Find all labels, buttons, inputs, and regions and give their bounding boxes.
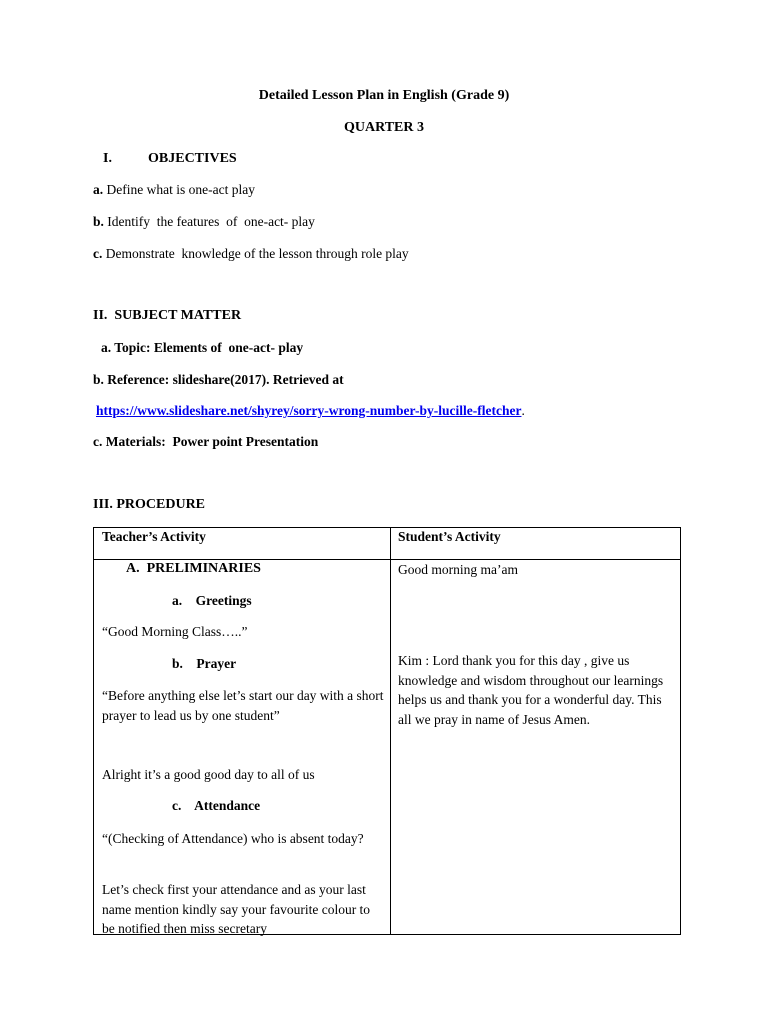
teacher-column-header: Teacher’s Activity (102, 529, 206, 544)
table-column-divider (390, 527, 391, 935)
student-column-header: Student’s Activity (398, 529, 501, 544)
materials-line: c. Materials: Power point Presentation (93, 434, 319, 449)
prayer-reply: Kim : Lord thank you for this day , give us knowledge and wisdom throughout our learnings helps us and thank you for a wonderful day. This all we pray in name of Jesus Amen. (398, 653, 664, 727)
objective-letter: b. (93, 214, 104, 229)
topic-line: a. Topic: Elements of one-act- play (101, 340, 304, 355)
procedure-table (93, 527, 681, 935)
objective-text: Define what is one-act play (106, 182, 255, 197)
prayer-text: “Before anything else let’s start our day with a short prayer to lead us by one student” (102, 688, 384, 723)
greeting-reply: Good morning ma’am (398, 562, 518, 577)
reference-link-line (96, 403, 525, 419)
table-header-divider (93, 559, 681, 560)
objectives-heading: OBJECTIVES (148, 151, 237, 166)
preliminaries-heading: A. PRELIMINARIES (126, 561, 261, 576)
attendance-check-text: Let’s check first your attendance and as your last name mention kindly say your favourite colour to be notified then miss secretary (102, 882, 371, 936)
quarter-heading: QUARTER 3 (343, 120, 424, 135)
procedure-heading: III. PROCEDURE (93, 497, 206, 512)
objectives-numeral: I. (103, 151, 112, 166)
subject-matter-heading: II. SUBJECT MATTER (93, 308, 242, 323)
attendance-label: c. Attendance (172, 798, 261, 813)
objective-letter: a. (93, 182, 104, 197)
link-suffix: . (521, 403, 525, 418)
objective-text: Demonstrate knowledge of the lesson through role play (105, 246, 409, 261)
prayer-label: b. Prayer (172, 656, 237, 671)
objective-text: Identify the features of one-act- play (107, 214, 315, 229)
objective-item-a (93, 182, 255, 198)
document-title: Detailed Lesson Plan in English (Grade 9) (258, 88, 510, 103)
objective-item-b (93, 214, 315, 230)
alright-text: Alright it’s a good good day to all of us (102, 767, 315, 782)
objective-item-c (93, 246, 409, 262)
attendance-text: “(Checking of Attendance) who is absent today? (102, 831, 364, 846)
reference-link[interactable]: https://www.slideshare.net/shyrey/sorry-wrong-number-by-lucille-fletcher (96, 403, 522, 418)
reference-line: b. Reference: slideshare(2017). Retrieved at (93, 372, 344, 387)
greetings-label: a. Greetings (172, 593, 252, 608)
greetings-text: “Good Morning Class…..” (102, 624, 248, 639)
objective-letter: c. (93, 246, 103, 261)
